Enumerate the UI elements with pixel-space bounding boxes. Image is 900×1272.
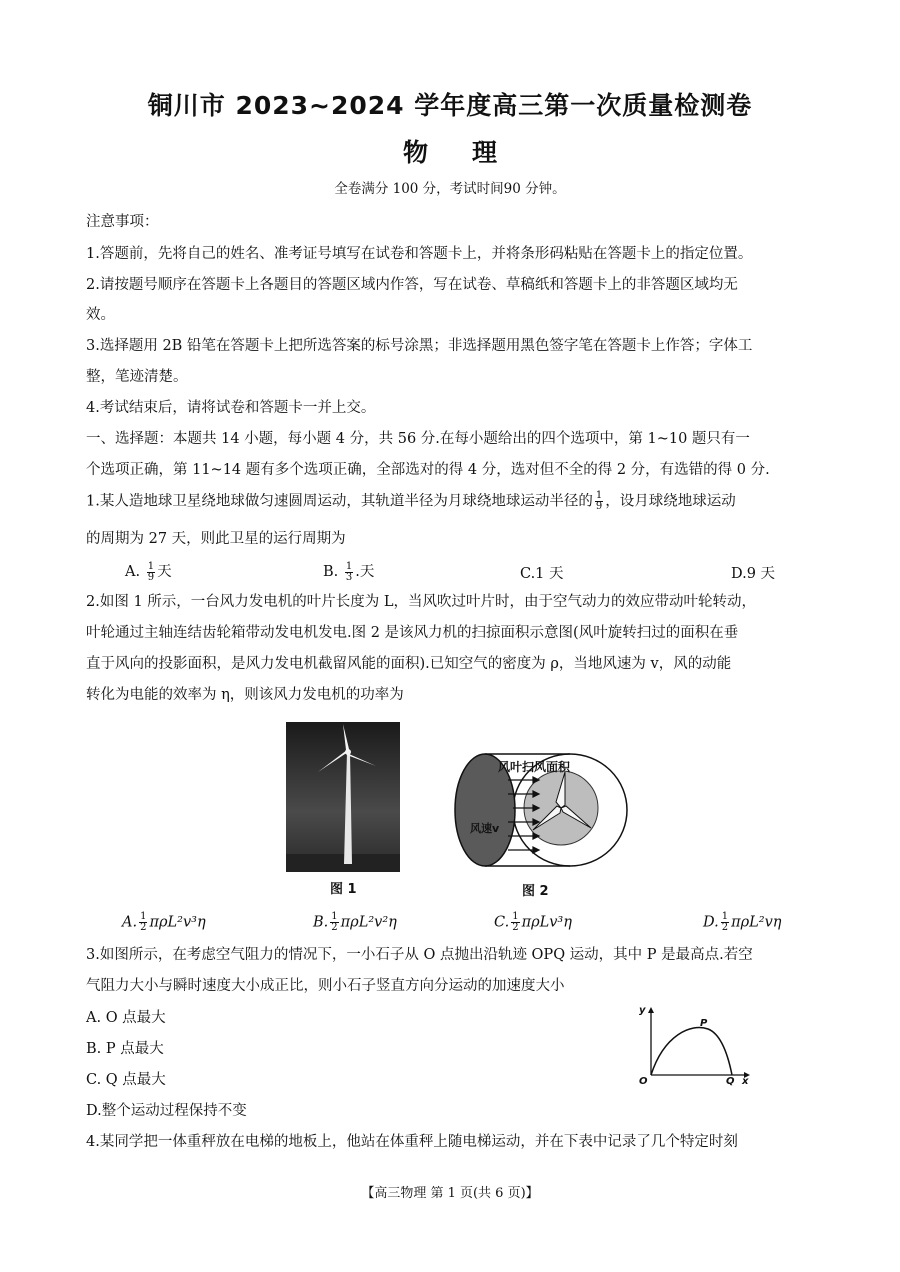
trajectory-graph xyxy=(636,1005,756,1090)
q2-stem: 直于风向的投影面积，是风力发电机截留风能的面积).已知空气的密度为 ρ，当地风速为 v，风的动能 xyxy=(86,656,732,672)
figure-2-caption: 图 2 xyxy=(522,884,549,899)
x-axis-label: x xyxy=(742,1076,749,1087)
subject-char-1: 物 xyxy=(402,138,428,167)
option-expr: πρL²vη xyxy=(731,914,782,931)
option-label: D. xyxy=(703,914,719,931)
option-suffix: 天 xyxy=(157,564,172,580)
frac-num: 1 xyxy=(595,490,603,501)
frac-num: 1 xyxy=(345,560,353,572)
option-expr: πρLv³η xyxy=(521,914,572,931)
option-label: B. xyxy=(323,564,339,580)
q1-option-a[interactable] xyxy=(125,560,172,583)
q2-option-b[interactable] xyxy=(313,912,397,933)
q1-stem-line2: 的周期为 27 天，则此卫星的运行周期为 xyxy=(86,531,346,547)
wind-turbine-icon xyxy=(286,722,400,872)
option-fraction xyxy=(147,562,155,583)
q4-stem: 4.某同学把一体重秤放在电梯的地板上，他站在体重秤上随电梯运动，并在下表中记录了几个特定时刻 xyxy=(86,1134,738,1150)
exam-title: 铜川市 2023~2024 学年度高三第一次质量检测卷 xyxy=(147,91,753,120)
q1-option-b[interactable] xyxy=(323,560,374,583)
q2-option-c[interactable] xyxy=(494,912,572,933)
q2-stem: 叶轮通过主轴连结齿轮箱带动发电机发电.图 2 是该风力机的扫掠面积示意图(风叶旋转扫过的面积在垂 xyxy=(86,625,739,641)
option-fraction xyxy=(721,912,729,933)
q3-stem: 3.如图所示，在考虑空气阻力的情况下，一小石子从 O 点抛出沿轨迹 OPQ 运动，其中 P 是最高点.若空 xyxy=(86,947,753,963)
section-instructions: 一、选择题：本题共 14 小题，每小题 4 分，共 56 分.在每小题给出的四个选项中，第 1~10 题只有一 xyxy=(86,431,750,447)
point-q-label: Q xyxy=(726,1076,735,1087)
q3-option-d[interactable]: D.整个运动过程保持不变 xyxy=(86,1103,247,1119)
note-line: 4.考试结束后，请将试卷和答题卡一并上交。 xyxy=(86,400,376,416)
frac-den: 9 xyxy=(147,571,155,583)
subject-title xyxy=(0,133,900,169)
note-line: 2.请按题号顺序在答题卡上各题目的答题区域内作答，写在试卷、草稿纸和答题卡上的非答题区域均无 xyxy=(86,277,738,293)
option-fraction xyxy=(139,912,147,933)
option-expr: πρL²v²η xyxy=(340,914,397,931)
frac-num: 1 xyxy=(147,560,155,572)
figure-1-caption: 图 1 xyxy=(330,882,357,897)
trajectory-icon xyxy=(636,1005,756,1090)
frac-num: 1 xyxy=(140,911,147,922)
page-footer: 【高三物理 第 1 页(共 6 页)】 xyxy=(361,1186,539,1201)
note-line: 效。 xyxy=(86,307,115,323)
wind-speed-label: 风速v xyxy=(470,822,500,835)
q3-option-a[interactable]: A. O 点最大 xyxy=(86,1010,166,1026)
swept-area-label: 风叶扫风面积 xyxy=(498,760,571,774)
note-line: 整，笔迹清楚。 xyxy=(86,369,188,385)
subject-char-2: 理 xyxy=(472,138,498,167)
frac-den: 2 xyxy=(512,922,519,933)
q3-option-b[interactable]: B. P 点最大 xyxy=(86,1041,164,1057)
frac-num: 1 xyxy=(721,911,729,922)
q2-stem: 2.如图 1 所示，一台风力发电机的叶片长度为 L，当风吹过叶片时，由于空气动力的效应带动叶轮转动， xyxy=(86,594,757,610)
option-fraction xyxy=(345,562,353,583)
option-suffix: .天 xyxy=(355,564,375,580)
q1-option-c[interactable]: C.1 天 xyxy=(520,566,564,582)
q1-text-a: 1.某人造地球卫星绕地球做匀速圆周运动，其轨道半径为月球绕地球运动半径的 xyxy=(86,493,593,510)
frac-den: 9 xyxy=(595,501,603,512)
q2-option-a[interactable] xyxy=(122,912,206,933)
option-fraction xyxy=(511,912,519,933)
frac-num: 1 xyxy=(331,911,338,922)
y-axis-label: y xyxy=(639,1005,646,1016)
q3-stem: 气阻力大小与瞬时速度大小成正比，则小石子竖直方向分运动的加速度大小 xyxy=(86,978,565,994)
section-instructions: 个选项正确，第 11~14 题有多个选项正确，全部选对的得 4 分，选对但不全的得 2 分，有选错的得 0 分. xyxy=(86,462,770,478)
origin-label: O xyxy=(639,1076,648,1087)
frac-den: 2 xyxy=(331,922,338,933)
q1-text-b: ，设月球绕地球运动 xyxy=(605,493,736,510)
option-label: C. xyxy=(494,914,510,931)
option-expr: πρL²v³η xyxy=(149,914,206,931)
frac-den: 2 xyxy=(721,922,729,933)
frac-den: 2 xyxy=(140,922,147,933)
note-line: 3.选择题用 2B 铅笔在答题卡上把所选答案的标号涂黑；非选择题用黑色签字笔在答题卡上作答；字体工 xyxy=(86,338,753,354)
option-label: A. xyxy=(122,914,138,931)
q1-fraction xyxy=(595,491,603,512)
exam-info: 全卷满分 100 分，考试时间90 分钟。 xyxy=(334,181,566,197)
notes-heading: 注意事项： xyxy=(86,214,159,230)
q2-option-d[interactable] xyxy=(703,912,781,933)
q2-stem: 转化为电能的效率为 η，则该风力发电机的功率为 xyxy=(86,687,404,703)
option-fraction xyxy=(330,912,338,933)
frac-num: 1 xyxy=(512,911,519,922)
wind-turbine-photo xyxy=(286,722,400,872)
q1-stem xyxy=(86,491,826,512)
option-label: A. xyxy=(125,564,141,580)
frac-den: 3 xyxy=(345,571,353,583)
note-line: 1.答题前，先将自己的姓名、准考证号填写在试卷和答题卡上，并将条形码粘贴在答题卡上的指定位置。 xyxy=(86,246,753,262)
point-p-label: P xyxy=(700,1018,708,1029)
q3-option-c[interactable]: C. Q 点最大 xyxy=(86,1072,166,1088)
q1-option-d[interactable]: D.9 天 xyxy=(731,566,776,582)
option-label: B. xyxy=(313,914,329,931)
